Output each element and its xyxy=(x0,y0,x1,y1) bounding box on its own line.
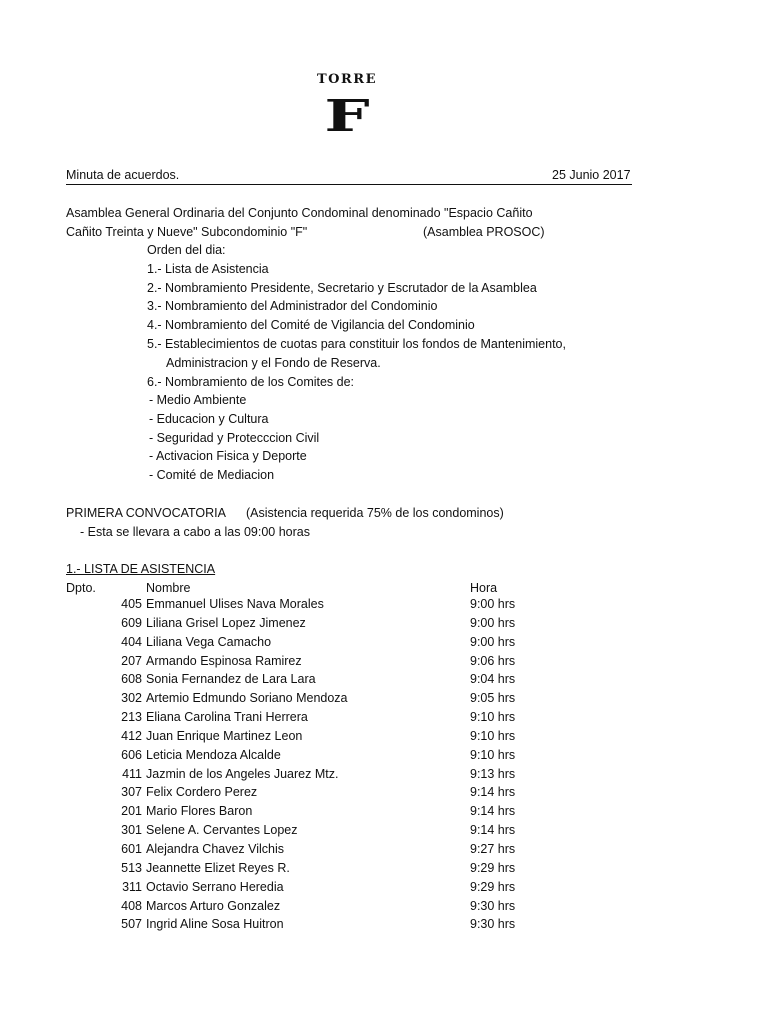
row-dpto: 608 xyxy=(121,672,142,687)
row-dpto: 606 xyxy=(121,747,142,762)
row-nombre: Jeannette Elizet Reyes R. xyxy=(146,860,290,875)
assembly-type: (Asamblea PROSOC) xyxy=(423,225,545,239)
tower-letter: F xyxy=(324,91,370,142)
tower-label: TORRE xyxy=(316,72,377,87)
table-row xyxy=(0,749,768,768)
agenda-item: 6.- Nombramiento de los Comites de: xyxy=(147,375,355,389)
column-header-dpto: Dpto. xyxy=(66,581,96,595)
row-nombre: Marcos Arturo Gonzalez xyxy=(146,898,281,913)
row-hora: 9:00 hrs xyxy=(470,634,516,649)
row-hora: 9:29 hrs xyxy=(470,860,516,875)
row-dpto: 408 xyxy=(121,898,142,913)
row-hora: 9:10 hrs xyxy=(470,747,516,762)
row-nombre: Sonia Fernandez de Lara Lara xyxy=(146,672,316,687)
row-dpto: 207 xyxy=(121,653,142,668)
agenda-item: 1.- Lista de Asistencia xyxy=(147,262,269,276)
row-dpto: 405 xyxy=(121,597,142,611)
row-dpto: 412 xyxy=(121,728,142,743)
committee-item: - Activacion Fisica y Deporte xyxy=(149,449,307,463)
row-nombre: Emmanuel Ulises Nava Morales xyxy=(146,597,324,611)
agenda-item: 4.- Nombramiento del Comité de Vigilancia del Condominio xyxy=(147,318,475,332)
row-hora: 9:04 hrs xyxy=(470,672,516,687)
row-hora: 9:30 hrs xyxy=(470,898,516,913)
row-dpto: 302 xyxy=(121,691,142,706)
convocatoria-label: PRIMERA CONVOCATORIA xyxy=(66,506,226,520)
table-row xyxy=(0,598,768,617)
table-row xyxy=(0,673,768,692)
assembly-line-2: Cañito Treinta y Nueve" Subcondominio "F" xyxy=(66,225,308,239)
convocatoria-requirement: (Asistencia requerida 75% de los condominos) xyxy=(246,506,504,520)
table-row xyxy=(0,730,768,749)
row-hora: 9:14 hrs xyxy=(470,804,516,819)
minuta-date: 25 Junio 2017 xyxy=(552,168,631,182)
row-dpto: 201 xyxy=(121,804,142,819)
table-row xyxy=(0,805,768,824)
committee-item: - Comité de Mediacion xyxy=(149,468,275,482)
row-dpto: 513 xyxy=(121,860,142,875)
row-dpto: 507 xyxy=(121,917,142,932)
table-row xyxy=(0,881,768,900)
row-hora: 9:27 hrs xyxy=(470,841,516,856)
row-nombre: Felix Cordero Perez xyxy=(146,785,258,800)
row-hora: 9:14 hrs xyxy=(470,823,516,838)
row-hora: 9:00 hrs xyxy=(470,597,516,611)
table-row xyxy=(0,692,768,711)
table-row xyxy=(0,900,768,919)
row-nombre: Selene A. Cervantes Lopez xyxy=(146,823,298,838)
row-hora: 9:30 hrs xyxy=(470,917,516,932)
agenda-item: 2.- Nombramiento Presidente, Secretario y Escrutador de la Asamblea xyxy=(147,281,537,295)
table-row xyxy=(0,636,768,655)
table-row xyxy=(0,862,768,881)
table-row xyxy=(0,655,768,674)
row-nombre: Leticia Mendoza Alcalde xyxy=(146,747,281,762)
agenda-heading: Orden del dia: xyxy=(147,243,226,257)
row-hora: 9:13 hrs xyxy=(470,766,516,781)
table-row xyxy=(0,824,768,843)
row-hora: 9:29 hrs xyxy=(470,879,516,894)
row-dpto: 601 xyxy=(121,841,142,856)
row-dpto: 609 xyxy=(121,615,142,630)
row-nombre: Eliana Carolina Trani Herrera xyxy=(146,710,308,725)
row-hora: 9:00 hrs xyxy=(470,615,516,630)
row-dpto: 311 xyxy=(122,879,142,894)
agenda-item: 5.- Establecimientos de cuotas para constituir los fondos de Mantenimiento, xyxy=(147,337,566,351)
row-hora: 9:10 hrs xyxy=(470,710,516,725)
row-dpto: 411 xyxy=(122,766,142,781)
row-dpto: 404 xyxy=(121,634,142,649)
row-nombre: Ingrid Aline Sosa Huitron xyxy=(146,917,284,932)
row-hora: 9:06 hrs xyxy=(470,653,516,668)
row-nombre: Liliana Grisel Lopez Jimenez xyxy=(146,615,306,630)
row-nombre: Mario Flores Baron xyxy=(146,804,253,819)
row-dpto: 307 xyxy=(121,785,142,800)
row-nombre: Liliana Vega Camacho xyxy=(146,634,272,649)
row-hora: 9:05 hrs xyxy=(470,691,516,706)
row-nombre: Juan Enrique Martinez Leon xyxy=(146,728,303,743)
table-row xyxy=(0,768,768,787)
column-header-nombre: Nombre xyxy=(146,581,191,595)
committee-item: - Educacion y Cultura xyxy=(149,412,269,426)
row-dpto: 213 xyxy=(121,710,142,725)
row-hora: 9:14 hrs xyxy=(470,785,516,800)
row-dpto: 301 xyxy=(121,823,142,838)
agenda-item-continuation: Administracion y el Fondo de Reserva. xyxy=(166,356,381,370)
column-header-hora: Hora xyxy=(470,581,498,595)
committee-item: - Medio Ambiente xyxy=(149,393,247,407)
table-row xyxy=(0,918,768,937)
table-row xyxy=(0,786,768,805)
convocatoria-note: - Esta se llevara a cabo a las 09:00 horas xyxy=(80,525,310,539)
table-row xyxy=(0,617,768,636)
assembly-line-1: Asamblea General Ordinaria del Conjunto Condominal denominado "Espacio Cañito xyxy=(66,206,533,220)
table-row xyxy=(0,711,768,730)
table-row xyxy=(0,843,768,862)
attendance-table xyxy=(0,598,768,937)
row-nombre: Octavio Serrano Heredia xyxy=(146,879,284,894)
row-nombre: Armando Espinosa Ramirez xyxy=(146,653,302,668)
row-nombre: Artemio Edmundo Soriano Mendoza xyxy=(146,691,348,706)
committee-item: - Seguridad y Protecccion Civil xyxy=(149,431,320,445)
agenda-item: 3.- Nombramiento del Administrador del Condominio xyxy=(147,299,438,313)
minuta-label: Minuta de acuerdos. xyxy=(66,168,180,182)
header-divider xyxy=(66,184,632,185)
attendance-heading: 1.- LISTA DE ASISTENCIA xyxy=(66,562,216,576)
row-hora: 9:10 hrs xyxy=(470,728,516,743)
row-nombre: Jazmin de los Angeles Juarez Mtz. xyxy=(146,766,339,781)
row-nombre: Alejandra Chavez Vilchis xyxy=(146,841,285,856)
